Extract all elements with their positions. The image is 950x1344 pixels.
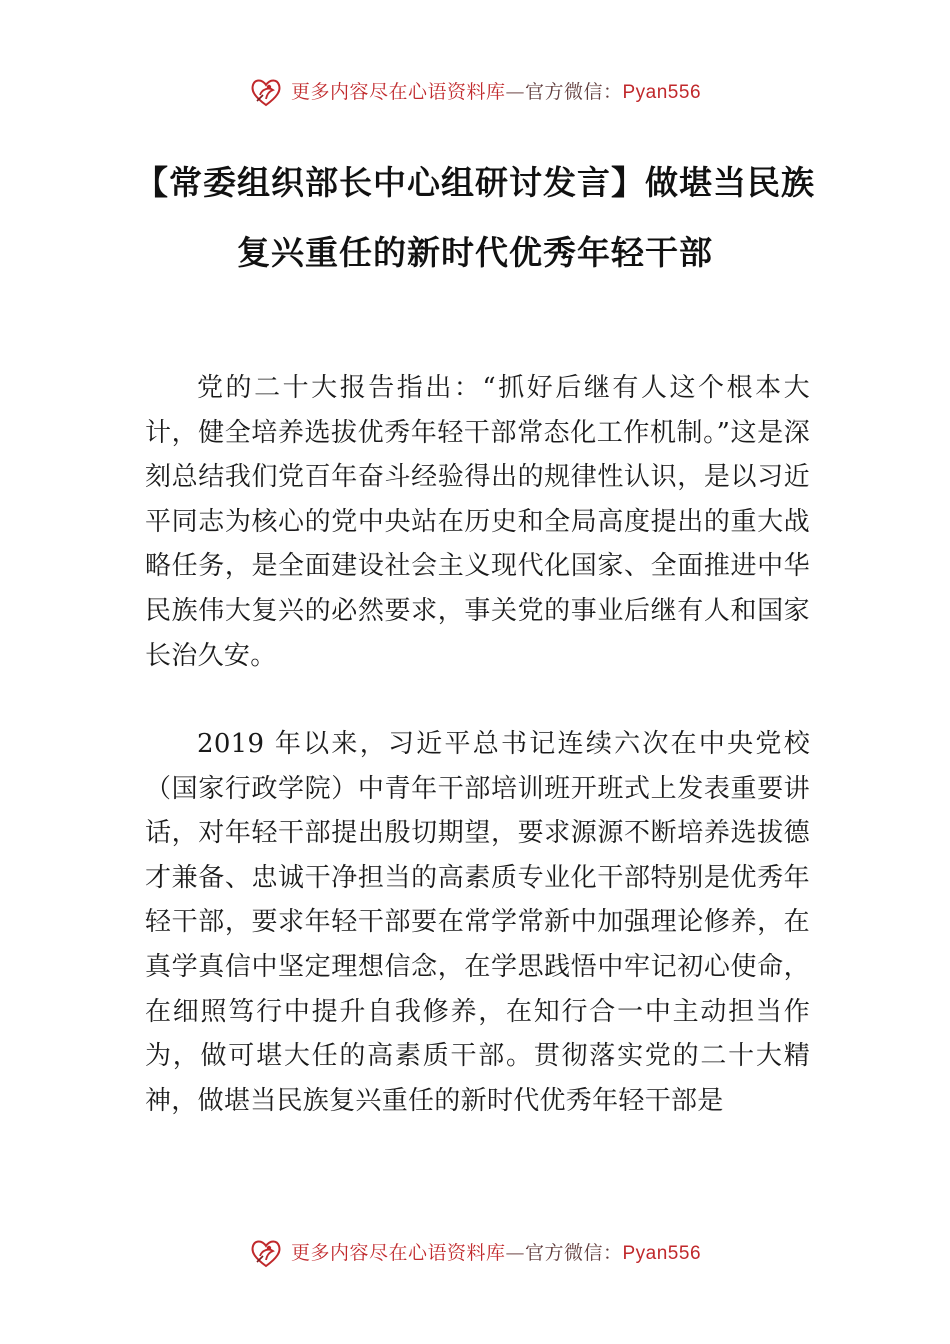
watermark-library: 更多内容尽在心语资料库 — [290, 1241, 506, 1264]
watermark-dash: — — [505, 80, 525, 103]
watermark-wechat-id: Pyan556 — [622, 1242, 702, 1264]
body-paragraph-2: 2019 年以来，习近平总书记连续六次在中央党校（国家行政学院）中青年干部培训班开班式上发表重要讲话，对年轻干部提出殷切期望，要求源源不断培养选拔德才兼备、忠诚干净担当的高素质专业化干部特别是优秀年轻干部，要求年轻干部要在常学常新中加强理论修养，在真学真信中坚定理想信念，在学思践悟中牢记初心使命，在细照笃行中提升自我修养，在知行合一中主动担当作为，做可堪大任的高素质干部。贯彻落实党的二十大精神，做堪当民族复兴重任的新时代优秀年轻干部是 — [145, 729, 810, 1116]
watermark-wechat-label: 官方微信： — [524, 1241, 623, 1264]
watermark-text — [290, 80, 702, 103]
body-paragraph-1: 党的二十大报告指出：“抓好后继有人这个根本大计，健全培养选拔优秀年轻干部常态化工作机制。”这是深刻总结我们党百年奋斗经验得出的规律性认识，是以习近平同志为核心的党中央站在历史和全局高度提出的重大战略任务，是全面建设社会主义现代化国家、全面推进中华民族伟大复兴的必然要求，事关党的事业后继有人和国家长治久安。 — [145, 373, 810, 671]
watermark-wechat-label: 官方微信： — [524, 80, 623, 103]
watermark-dash: — — [505, 1241, 525, 1264]
heart-rose-icon — [249, 75, 283, 109]
watermark-library: 更多内容尽在心语资料库 — [290, 80, 506, 103]
document-title: 【常委组织部长中心组研讨发言】做堪当民族复兴重任的新时代优秀年轻干部 — [135, 163, 815, 272]
watermark-text — [290, 1241, 702, 1264]
heart-rose-icon — [249, 1236, 283, 1270]
watermark-wechat-id: Pyan556 — [622, 81, 702, 103]
footer-watermark — [0, 1233, 950, 1273]
header-watermark — [0, 72, 950, 112]
